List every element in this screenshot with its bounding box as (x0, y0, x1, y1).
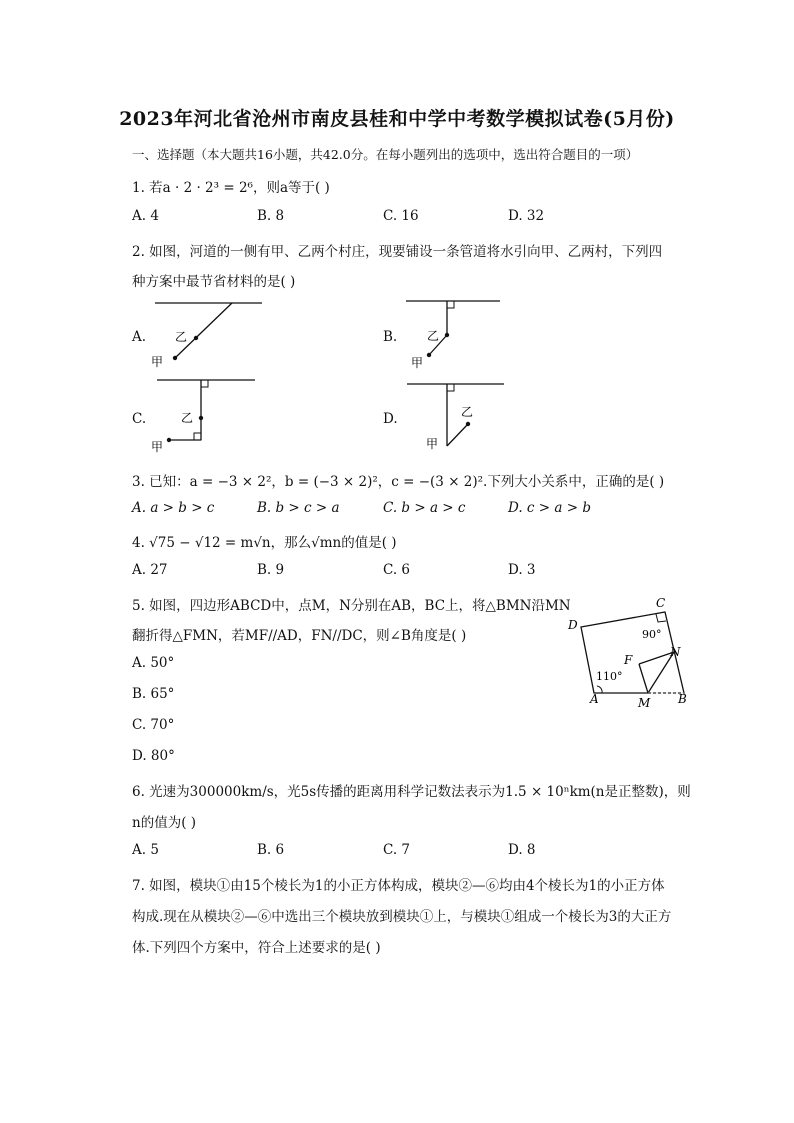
q3-option-c[interactable]: C. b > a > c (383, 500, 466, 516)
q2-figure-a (145, 295, 275, 370)
question-4-stem: 4. √75 − √12 = m√n，那么√mn的值是( ) (132, 535, 397, 551)
question-5-stem-line1: 5. 如图，四边形ABCD中，点M，N分别在AB，BC上，将△BMN沿MN (132, 598, 571, 614)
point-a-label: A (590, 692, 599, 706)
q5-option-d[interactable]: D. 80° (132, 748, 175, 764)
point-c-label: C (656, 596, 666, 610)
village-b-label: 乙 (175, 330, 188, 344)
q2-figure-b (400, 295, 510, 375)
point-b-label: B (678, 692, 687, 706)
question-7-stem-line3: 体.下列四个方案中，符合上述要求的是( ) (132, 940, 381, 956)
village-b-label: 乙 (427, 329, 440, 343)
q2-option-d-label[interactable]: D. (383, 411, 398, 427)
q5-option-b[interactable]: B. 65° (132, 686, 175, 702)
question-3-stem: 3. 已知：a = −3 × 2²，b = (−3 × 2)²，c = −(3 × 2)².下列大小关系中，正确的是( ) (132, 474, 665, 490)
q3-option-b[interactable]: B. b > c > a (257, 500, 340, 516)
page-title: 2023年河北省沧州市南皮县桂和中学中考数学模拟试卷(5月份) (119, 108, 675, 130)
q6-option-b[interactable]: B. 6 (257, 842, 285, 858)
q4-option-a[interactable]: A. 27 (132, 562, 168, 578)
village-b-label: 乙 (181, 411, 194, 425)
question-6-stem-line2: n的值为( ) (132, 815, 197, 831)
point-n-label: N (670, 645, 681, 659)
q2-option-b-label[interactable]: B. (383, 329, 398, 345)
point-m-label: M (638, 696, 651, 710)
question-2-stem-line2: 种方案中最节省材料的是( ) (132, 274, 296, 290)
q1-option-d[interactable]: D. 32 (508, 208, 545, 224)
q2-figure-c (145, 374, 265, 454)
question-5-stem-line2: 翻折得△FMN，若MF//AD，FN//DC，则∠B角度是( ) (132, 628, 467, 644)
q3-option-d[interactable]: D. c > a > b (508, 500, 591, 516)
q1-option-a[interactable]: A. 4 (132, 208, 159, 224)
village-a-label: 甲 (151, 355, 164, 369)
question-6-stem-line1: 6. 光速为300000km/s，光5s传播的距离用科学记数法表示为1.5 × 10ⁿkm(n是正整数)，则 (132, 784, 691, 800)
angle-a-label: 110° (596, 670, 623, 683)
q4-option-c[interactable]: C. 6 (383, 562, 411, 578)
q1-option-c[interactable]: C. 16 (383, 208, 419, 224)
q6-option-c[interactable]: C. 7 (383, 842, 411, 858)
q2-option-a-label[interactable]: A. (132, 329, 147, 345)
section-heading: 一、选择题（本大题共16小题，共42.0分。在每小题列出的选项中，选出符合题目的一项） (132, 147, 639, 162)
question-1-stem: 1. 若a · 2 · 2³ = 2⁶，则a等于( ) (132, 180, 330, 196)
village-a-label: 甲 (411, 356, 424, 370)
q5-quadrilateral-figure (560, 590, 710, 715)
q4-option-d[interactable]: D. 3 (508, 562, 536, 578)
q6-option-a[interactable]: A. 5 (132, 842, 159, 858)
village-a-label: 甲 (151, 440, 164, 454)
point-d-label: D (568, 618, 578, 632)
question-7-stem-line2: 构成.现在从模块②—⑥中选出三个模块放到模块①上，与模块①组成一个棱长为3的大正方 (132, 909, 672, 925)
q5-option-c[interactable]: C. 70° (132, 717, 175, 733)
q6-option-d[interactable]: D. 8 (508, 842, 536, 858)
village-a-label: 甲 (426, 437, 439, 451)
point-f-label: F (624, 653, 633, 667)
question-7-stem-line1: 7. 如图，模块①由15个棱长为1的小正方体构成，模块②—⑥均由4个棱长为1的小正方体 (132, 878, 665, 894)
q2-figure-d (400, 374, 520, 454)
village-b-label: 乙 (461, 405, 474, 419)
q2-option-c-label[interactable]: C. (132, 411, 147, 427)
question-2-stem-line1: 2. 如图，河道的一侧有甲、乙两个村庄，现要铺设一条管道将水引向甲、乙两村，下列四 (132, 244, 663, 260)
angle-c-label: 90° (642, 628, 662, 641)
q5-option-a[interactable]: A. 50° (132, 655, 175, 671)
q1-option-b[interactable]: B. 8 (257, 208, 285, 224)
q3-option-a[interactable]: A. a > b > c (132, 500, 215, 516)
q4-option-b[interactable]: B. 9 (257, 562, 285, 578)
